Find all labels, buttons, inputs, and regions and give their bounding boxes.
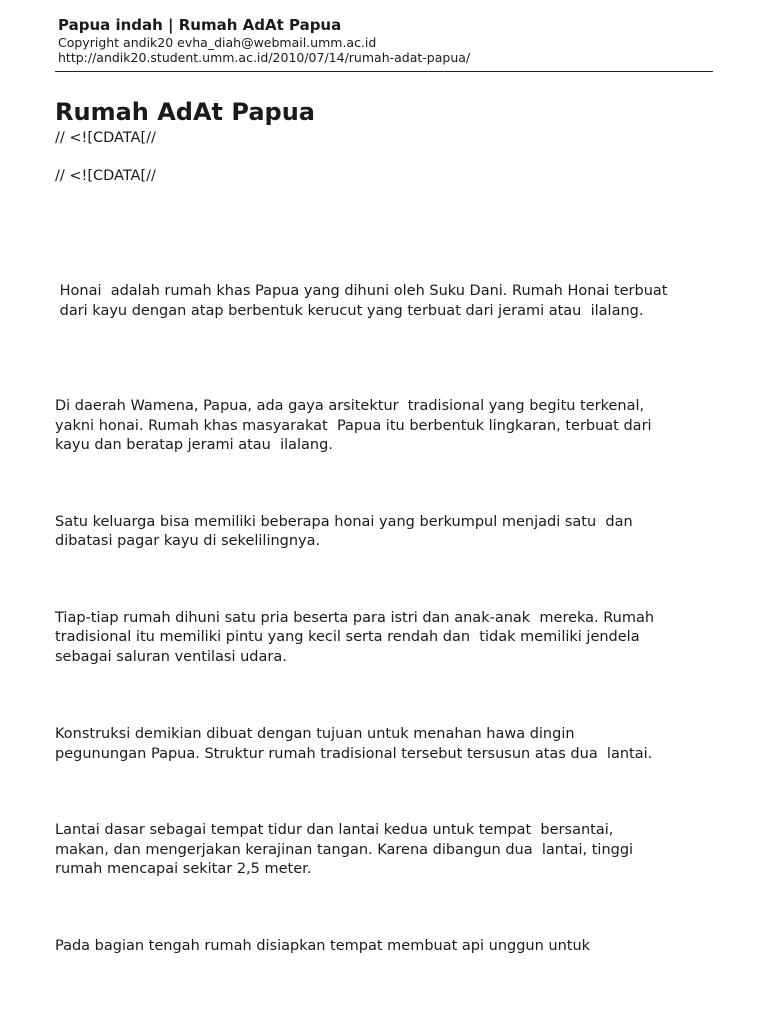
header-title: Papua indah | Rumah AdAt Papua [58,16,342,34]
header-url: http://andik20.student.umm.ac.id/2010/07/14/rumah-adat-papua/ [58,50,471,65]
article-body [55,98,715,956]
paragraph: Honai adalah rumah khas Papua yang dihuni oleh Suku Dani. Rumah Honai terbuat dari kayu dengan atap berbentuk kerucut yang terbuat dari jerami atau ilalang. [59,283,668,319]
article-title: Rumah AdAt Papua [55,98,315,126]
header-copyright: Copyright andik20 evha_diah@webmail.umm.ac.id [58,35,377,50]
paragraph: Satu keluarga bisa memiliki beberapa honai yang berkumpul menjadi satu dan dibatasi pagar kayu di sekelilingnya. [55,513,633,549]
cdata-line: // <![CDATA[// [55,130,156,146]
header-divider [55,71,713,72]
paragraph: Tiap-tiap rumah dihuni satu pria beserta para istri dan anak-anak mereka. Rumah tradisional itu memiliki pintu yang kecil serta rendah dan tidak memiliki jendela sebagai saluran ventilasi udara. [55,609,655,665]
page-header [58,16,713,65]
cdata-line: // <![CDATA[// [55,168,156,184]
paragraph: Lantai dasar sebagai tempat tidur dan lantai kedua untuk tempat bersantai, makan, dan mengerjakan kerajinan tangan. Karena dibangun dua lantai, tinggi rumah mencapai sekitar 2,5 meter. [55,822,634,877]
paragraph: Pada bagian tengah rumah disiapkan tempat membuat api unggun untuk [55,937,591,954]
paragraph: Di daerah Wamena, Papua, ada gaya arsitektur tradisional yang begitu terkenal, yakni honai. Rumah khas masyarakat Papua itu berbentuk lingkaran, terbuat dari kayu dan beratap jerami atau ilalang. [55,398,652,453]
paragraph: Konstruksi demikian dibuat dengan tujuan untuk menahan hawa dingin pegunungan Papua. Struktur rumah tradisional tersebut tersusun atas dua lantai. [55,726,653,762]
